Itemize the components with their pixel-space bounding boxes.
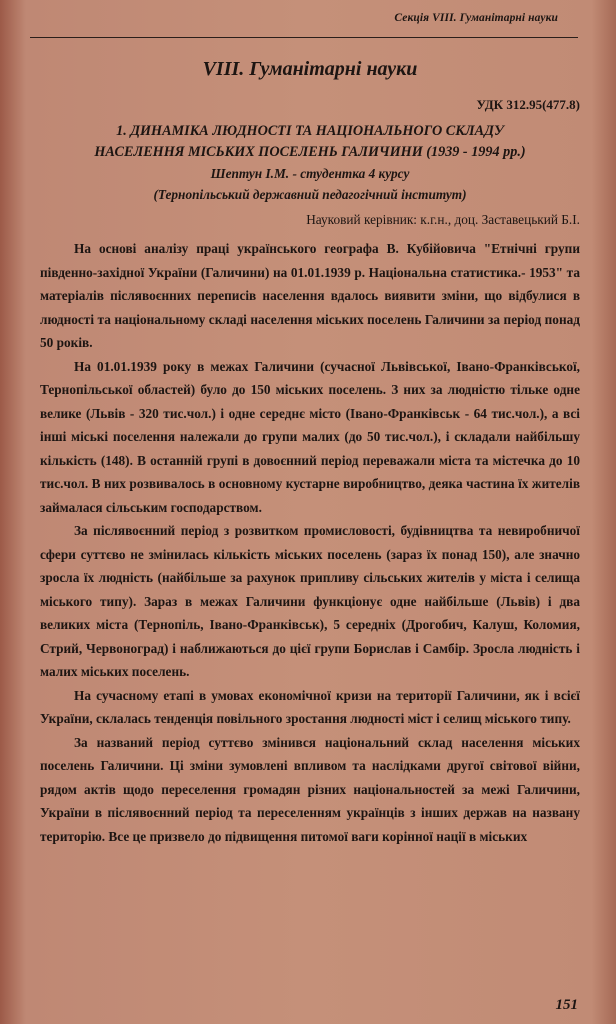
- paragraph: На 01.01.1939 року в межах Галичини (сучасної Львівської, Івано-Франківської, Тернопільської областей) було до 150 міських поселень. З них за людністю тільке одне велике (Львів - 320 тис.чол.) і одне середнє місто (Івано-Франківськ - 64 тис.чол.), а всі інші міські поселення належали до групи малих (до 50 тис.чол.), і складали найбільшу кількість (148). В останній групі в довоєнний період переважали міста та містечка до 10 тис.чол. В них розвивалось в основному кустарне виробництво, деяка частина їх жителів займалася сільським господарством.: [40, 358, 580, 515]
- paragraph: На основі аналізу праці українського географа В. Кубійовича "Етнічні групи південно-західної України (Галичини) на 01.01.1939 р. Національна статистика.- 1953" та матеріалів післявоєнних переписів населення вдалось виявити зміни, що відбулися в людності та національному складі населення міських поселень Галичини за період понад 50 років.: [40, 241, 580, 350]
- article-author: Шептун І.М. - студентка 4 курсу: [210, 166, 410, 181]
- paragraph: На сучасному етапі в умовах економічної кризи на території Галичини, як і всієї України, склалась тенденція повільного зростання людності міст і селищ міського типу.: [40, 687, 580, 726]
- page-number: 151: [555, 997, 578, 1013]
- article-title-line-2: НАСЕЛЕННЯ МІСЬКИХ ПОСЕЛЕНЬ ГАЛИЧИНИ (1939 - 1994 рр.): [94, 144, 526, 160]
- article-title-line-1: 1. ДИНАМІКА ЛЮДНОСТІ ТА НАЦІОНАЛЬНОГО СКЛАДУ: [116, 123, 504, 139]
- paragraph: За післявоєнний період з розвитком промисловості, будівництва та невиробничої сфери суттєво не змінилась кількість міських поселень (зараз їх понад 150), але значно зросла їх людність (найбільше за рахунок припливу сільських жителів у міста і селища міського типу). Зараз в межах Галичини функціонує одне найбільше (Львів) і два великих міста (Тернопіль, Івано-Франківськ), 5 середніх (Дрогобич, Калуш, Коломия, Стрий, Червоноград) і наближаються до цієї групи Борислав і Самбір. Зросла людність і малих міських поселень.: [40, 523, 580, 679]
- running-header: Секція VIII. Гуманітарні науки: [394, 12, 558, 24]
- page-content: [40, 58, 580, 848]
- paragraph: За названий період суттєво змінився національний склад населення міських поселень Галичини. Ці зміни зумовлені впливом та наслідками другої світової війни, рядом актів щодо переселення громадян різних національностей за межі Галичини, України в післявоєнний період та переселенням українців з інших держав на названу територію. Все це призвело до підвищення питомої ваги корінної нації в міських: [40, 734, 580, 844]
- scientific-advisor: Науковий керівник: к.г.н., доц. Заставецький Б.І.: [306, 212, 580, 227]
- header-rule: [30, 37, 578, 38]
- section-title: VIII. Гуманітарні науки: [202, 58, 418, 80]
- udc-code: УДК 312.95(477.8): [476, 97, 580, 112]
- article-institution: (Тернопільський державний педагогічний інститут): [153, 187, 467, 202]
